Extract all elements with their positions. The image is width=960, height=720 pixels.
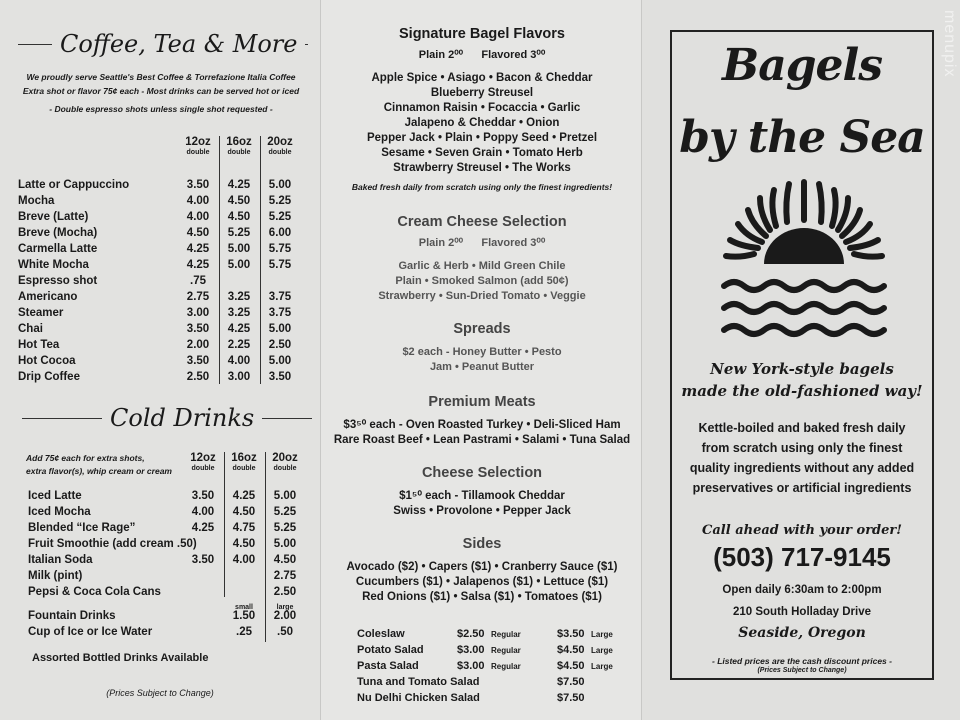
bagel-flavor-line: Strawberry Streusel • The Works — [393, 162, 571, 174]
salad-regular-label: Regular — [491, 662, 521, 671]
cold-item-price: 2.75 — [273, 570, 297, 582]
cold-item-price: 4.00 — [232, 554, 256, 566]
meat-line: $3⁵⁰ each - Oven Roasted Turkey • Deli-Sliced Ham — [343, 419, 621, 431]
bagel-section — [321, 26, 643, 192]
coffee-row — [18, 243, 308, 259]
food-panel — [320, 0, 642, 720]
cold-item-price: 4.50 — [273, 554, 297, 566]
fountain-item-name: Cup of Ice or Ice Water — [28, 626, 153, 638]
coffee-item-price: 5.00 — [268, 355, 292, 367]
cold-item-name: Iced Latte — [28, 490, 82, 502]
fountain-item-price: .50 — [277, 626, 293, 638]
cold-row — [28, 570, 312, 586]
coffee-row — [18, 211, 308, 227]
coffee-item-price: 3.00 — [186, 307, 210, 319]
coffee-item-price: 2.25 — [227, 339, 251, 351]
brand-panel — [642, 0, 960, 720]
salad-name: Coleslaw — [357, 628, 405, 640]
cold-item-name: Blended “Ice Rage” — [28, 522, 136, 534]
salad-row — [321, 692, 643, 708]
salad-large-label: Large — [591, 630, 613, 639]
coffee-item-price: 3.50 — [268, 371, 292, 383]
price-sub-note: (Prices Subject to Change) — [757, 667, 847, 674]
fountain-item-price: 1.50 — [232, 610, 256, 622]
bagel-note: Baked fresh daily from scratch using only the finest ingredients! — [351, 182, 613, 192]
cold-item-name: Milk (pint) — [28, 570, 83, 582]
salad-large-price: $3.50 — [557, 628, 585, 640]
coffee-item-price: 5.00 — [268, 179, 292, 191]
cold-item-name: Italian Soda — [28, 554, 93, 566]
bagel-flavor-line: Jalapeno & Cheddar • Onion — [404, 117, 560, 129]
fountain-large: large — [276, 604, 294, 611]
coffee-item-price: 4.25 — [227, 323, 251, 335]
coffee-item-price: 3.25 — [227, 291, 251, 303]
bagel-flavors — [321, 71, 643, 176]
brand-card — [670, 30, 934, 680]
coffee-item-price: 5.75 — [268, 243, 292, 255]
price-note: - Listed prices are the cash discount prices - — [712, 656, 892, 666]
cold-table — [28, 452, 312, 652]
side-line: Avocado ($2) • Capers ($1) • Cranberry Sauce ($1) — [346, 561, 618, 573]
sides-section — [321, 536, 643, 605]
bagel-flavor-line: Sesame • Seven Grain • Tomato Herb — [381, 147, 583, 159]
coffee-item-price: 3.75 — [268, 307, 292, 319]
spreads-title: Spreads — [453, 321, 511, 337]
cold-row — [28, 506, 312, 522]
cold-item-price: 4.50 — [232, 538, 256, 550]
coffee-row — [18, 275, 308, 291]
salad-name: Nu Delhi Chicken Salad — [357, 692, 480, 704]
coffee-item-name: Carmella Latte — [18, 243, 98, 255]
coffee-item-price: 4.25 — [186, 243, 210, 255]
cream-cheese-line: Garlic & Herb • Mild Green Chile — [398, 260, 566, 272]
cold-item-price: 4.25 — [232, 490, 256, 502]
cold-size-12: 12oz double — [190, 452, 216, 472]
fountain-small: small — [235, 604, 253, 611]
cold-row — [28, 554, 312, 570]
coffee-item-price: 2.50 — [268, 339, 292, 351]
fountain-item-price: 2.00 — [273, 610, 297, 622]
salad-regular-price: $2.50 — [457, 628, 485, 640]
cream-cheese-section — [321, 214, 643, 304]
cheese-section — [321, 465, 643, 519]
coffee-item-name: Chai — [18, 323, 43, 335]
bottled-drinks: Assorted Bottled Drinks Available — [32, 652, 209, 664]
side-line: Red Onions ($1) • Salsa ($1) • Tomatoes ($1) — [362, 591, 602, 603]
spreads-section — [321, 321, 643, 375]
coffee-item-name: Hot Tea — [18, 339, 60, 351]
bagel-title: Signature Bagel Flavors — [399, 26, 565, 42]
cold-size-20: 20oz double — [272, 452, 298, 472]
brand-description: Kettle-boiled and baked fresh daily from scratch using only the finest quality ingredients without any added preservatives or artificial ingredients — [689, 421, 915, 495]
salad-regular-label: Regular — [491, 630, 521, 639]
salad-large-price: $7.50 — [557, 692, 585, 704]
coffee-item-price: 2.75 — [186, 291, 210, 303]
coffee-note-3: - Double espresso shots unless single shot requested - — [49, 104, 273, 114]
sunrise-logo-icon — [704, 178, 904, 348]
fountain-item-price: .25 — [236, 626, 252, 638]
salad-row — [321, 644, 643, 660]
salad-name: Tuna and Tomato Salad — [357, 676, 480, 688]
coffee-table — [18, 136, 308, 386]
coffee-item-price: 5.00 — [227, 243, 251, 255]
cold-item-price: 5.00 — [273, 538, 297, 550]
coffee-item-name: Americano — [18, 291, 78, 303]
coffee-row — [18, 179, 308, 195]
cheese-line: $1⁵⁰ each - Tillamook Cheddar — [399, 490, 565, 502]
cold-item-price: 4.75 — [232, 522, 256, 534]
cream-cheese-line: Strawberry • Sun-Dried Tomato • Veggie — [378, 290, 586, 302]
coffee-item-price: .75 — [190, 275, 206, 287]
drinks-panel — [0, 0, 320, 720]
coffee-item-price: 4.25 — [227, 179, 251, 191]
coffee-item-price: 4.00 — [186, 195, 210, 207]
phone-number[interactable]: (503) 717-9145 — [713, 542, 891, 572]
cream-cheese-line: Plain • Smoked Salmon (add 50¢) — [395, 275, 569, 287]
cold-item-price: 2.50 — [273, 586, 297, 598]
coffee-item-price: 4.50 — [227, 195, 251, 207]
cold-item-price: 5.25 — [273, 522, 297, 534]
salad-regular-price: $3.00 — [457, 644, 485, 656]
coffee-size-16: 16oz double — [226, 136, 252, 156]
cold-item-price: 5.25 — [273, 506, 297, 518]
fountain-item-name: Fountain Drinks — [28, 610, 116, 622]
spread-line: $2 each - Honey Butter • Pesto — [402, 346, 562, 358]
salad-regular-label: Regular — [491, 646, 521, 655]
fountain-row — [28, 626, 312, 642]
coffee-item-name: Mocha — [18, 195, 55, 207]
hours: Open daily 6:30am to 2:00pm — [722, 584, 882, 596]
salad-row — [321, 628, 643, 644]
coffee-item-name: Espresso shot — [18, 275, 98, 287]
coffee-row — [18, 355, 308, 371]
call-ahead: Call ahead with your order! — [702, 523, 902, 538]
coffee-item-price: 4.50 — [227, 211, 251, 223]
coffee-row — [18, 259, 308, 275]
meat-line: Rare Roast Beef • Lean Pastrami • Salami • Tuna Salad — [333, 434, 631, 446]
meats-section — [321, 394, 643, 448]
cold-item-name: Iced Mocha — [28, 506, 91, 518]
meats-title: Premium Meats — [428, 394, 536, 410]
coffee-item-price: 5.25 — [227, 227, 251, 239]
salad-large-price: $7.50 — [557, 676, 585, 688]
cold-item-price: 4.00 — [191, 506, 215, 518]
coffee-item-name: White Mocha — [18, 259, 89, 271]
salads-table — [321, 626, 643, 716]
prices-footer: (Prices Subject to Change) — [106, 688, 214, 698]
coffee-item-price: 5.00 — [268, 323, 292, 335]
city: Seaside, Oregon — [738, 625, 866, 641]
coffee-item-name: Breve (Latte) — [18, 211, 89, 223]
coffee-row — [18, 291, 308, 307]
coffee-row — [18, 227, 308, 243]
brand-tagline: New York-style bagels made the old-fashioned way! — [681, 360, 923, 400]
coffee-row — [18, 195, 308, 211]
coffee-item-name: Breve (Mocha) — [18, 227, 98, 239]
coffee-note-2: Extra shot or flavor 75¢ each - Most drinks can be served hot or iced — [22, 86, 300, 96]
cold-item-price: 5.00 — [273, 490, 297, 502]
coffee-item-price: 2.50 — [186, 371, 210, 383]
coffee-row — [18, 371, 308, 387]
coffee-note-1: We proudly serve Seattle's Best Coffee & Torrefazione Italia Coffee — [26, 72, 296, 82]
coffee-item-name: Steamer — [18, 307, 64, 319]
salad-large-label: Large — [591, 646, 613, 655]
cold-item-name: Pepsi & Coca Cola Cans — [28, 586, 161, 598]
sides-title: Sides — [462, 536, 502, 552]
salad-name: Potato Salad — [357, 644, 424, 656]
coffee-item-price: 3.50 — [186, 355, 210, 367]
cream-cheese-title: Cream Cheese Selection — [397, 214, 567, 230]
coffee-size-12: 12oz double — [185, 136, 211, 156]
spread-line: Jam • Peanut Butter — [429, 361, 535, 373]
cold-row — [28, 490, 312, 506]
cream-cheese-prices: Plain 2⁰⁰ Flavored 3⁰⁰ — [418, 237, 546, 249]
salad-regular-price: $3.00 — [457, 660, 485, 672]
salad-large-price: $4.50 — [557, 660, 585, 672]
coffee-notes — [6, 70, 316, 116]
coffee-item-price: 3.50 — [186, 179, 210, 191]
bagel-prices: Plain 2⁰⁰ Flavored 3⁰⁰ — [418, 49, 546, 61]
coffee-item-name: Hot Cocoa — [18, 355, 76, 367]
coffee-row — [18, 323, 308, 339]
cold-item-price: 4.50 — [232, 506, 256, 518]
brand-line2: by the Sea — [679, 112, 925, 163]
cold-row — [28, 522, 312, 538]
salad-row — [321, 660, 643, 676]
coffee-item-price: 5.25 — [268, 211, 292, 223]
coffee-row — [18, 307, 308, 323]
fountain-row — [28, 610, 312, 626]
cold-item-price: 3.50 — [191, 490, 215, 502]
coffee-item-price: 4.25 — [186, 259, 210, 271]
coffee-item-price: 4.50 — [186, 227, 210, 239]
cold-item-name: Fruit Smoothie (add cream .50) — [28, 538, 197, 550]
cold-item-price: 3.50 — [191, 554, 215, 566]
cold-section-title — [22, 404, 312, 432]
coffee-item-price: 5.75 — [268, 259, 292, 271]
bagel-flavor-line: Cinnamon Raisin • Focaccia • Garlic — [383, 102, 581, 114]
cold-row — [28, 538, 312, 554]
cold-title: Cold Drinks — [110, 404, 255, 432]
coffee-item-price: 3.75 — [268, 291, 292, 303]
coffee-size-20: 20oz double — [267, 136, 293, 156]
cheese-line: Swiss • Provolone • Pepper Jack — [393, 505, 571, 517]
side-line: Cucumbers ($1) • Jalapenos ($1) • Lettuce ($1) — [355, 576, 609, 588]
address: 210 South Holladay Drive — [732, 606, 872, 618]
watermark: menupix — [941, 10, 958, 78]
coffee-item-price: 6.00 — [268, 227, 292, 239]
coffee-item-name: Drip Coffee — [18, 371, 80, 383]
cold-row — [28, 586, 312, 602]
cheese-title: Cheese Selection — [421, 465, 543, 481]
coffee-item-price: 5.25 — [268, 195, 292, 207]
salad-large-price: $4.50 — [557, 644, 585, 656]
coffee-item-price: 4.00 — [227, 355, 251, 367]
coffee-item-price: 5.00 — [227, 259, 251, 271]
salad-large-label: Large — [591, 662, 613, 671]
coffee-item-price: 3.50 — [186, 323, 210, 335]
coffee-item-price: 2.00 — [186, 339, 210, 351]
coffee-item-price: 3.25 — [227, 307, 251, 319]
coffee-row — [18, 339, 308, 355]
coffee-title: Coffee, Tea & More — [60, 30, 298, 58]
bagel-flavor-line: Blueberry Streusel — [430, 87, 534, 99]
cold-item-price: 4.25 — [191, 522, 215, 534]
salad-row — [321, 676, 643, 692]
coffee-item-name: Latte or Cappuccino — [18, 179, 130, 191]
coffee-item-price: 4.00 — [186, 211, 210, 223]
salad-name: Pasta Salad — [357, 660, 419, 672]
bagel-flavor-line: Apple Spice • Asiago • Bacon & Cheddar — [371, 72, 593, 84]
bagel-flavor-line: Pepper Jack • Plain • Poppy Seed • Pretzel — [366, 132, 598, 144]
cold-size-16: 16oz double — [231, 452, 257, 472]
coffee-item-price: 3.00 — [227, 371, 251, 383]
brand-line1: Bagels — [722, 40, 882, 91]
cold-note: Add 75¢ each for extra shots, extra flavor(s), whip cream or cream — [26, 453, 172, 476]
coffee-section-title — [18, 30, 308, 58]
